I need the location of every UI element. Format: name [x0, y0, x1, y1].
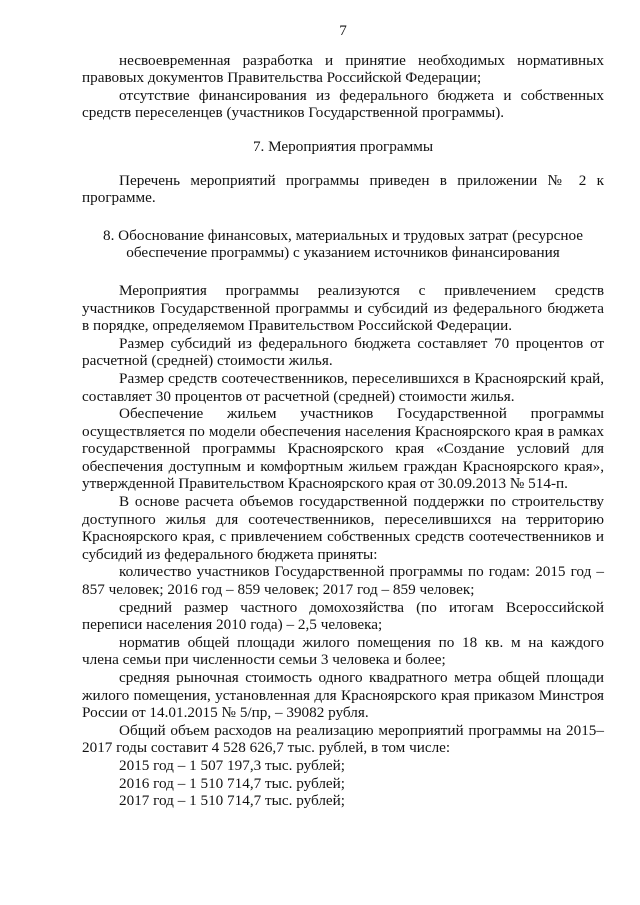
document-body	[82, 52, 604, 810]
list-item-participants: количество участников Государственной программы по годам: 2015 год – 857 человек; 2016 год – 859 человек; 2017 год – 859 человек;	[82, 563, 604, 599]
list-item-area-norm: норматив общей площади жилого помещения по 18 кв. м на каждого члена семьи при численности семьи 3 человека и более;	[82, 633, 604, 669]
list-item-expense-2017: 2017 год – 1 510 714,7 тыс. рублей;	[119, 792, 346, 810]
spacer	[82, 122, 604, 138]
document-page	[82, 22, 604, 810]
paragraph-funding-sources: Мероприятия программы реализуются с привлечением средств участников Государственной программы и субсидий из федерального бюджета в порядке, определяемом Правительством Российской Федерации.	[82, 281, 604, 335]
list-item-expense-2015: 2015 год – 1 507 197,3 тыс. рублей;	[119, 756, 346, 774]
paragraph-calculation-basis: В основе расчета объемов государственной поддержки по строительству доступного жилья для соотечественников, переселившихся на территорию Красноярского края, с привлечением собственных средств соотечественников и субсидий из федерального бюджета приняты:	[82, 493, 604, 563]
spacer	[82, 156, 604, 172]
paragraph-compatriot-share: Размер средств соотечественников, переселившихся в Красноярский край, составляет 30 процентов от расчетной (средней) стоимости жилья.	[82, 369, 604, 405]
paragraph-risk-regulatory: несвоевременная разработка и принятие необходимых нормативных правовых документов Правительства Российской Федерации;	[82, 51, 604, 87]
paragraph-federal-subsidy: Размер субсидий из федерального бюджета составляет 70 процентов от расчетной (средней) стоимости жилья.	[82, 334, 604, 370]
list-item-household-size: средний размер частного домохозяйства (по итогам Всероссийской переписи населения 2010 года) – 2,5 человека;	[82, 598, 604, 634]
paragraph-housing-model: Обеспечение жильем участников Государственной программы осуществляется по модели обеспечения населения Красноярского края в рамках государственной программы Красноярского края «Создание условий для обеспечения доступным и комфортным жильем граждан Красноярского края», утвержденной Правительством Красноярского края от 30.09.2013 № 514-п.	[82, 405, 604, 493]
section-heading-7: 7. Мероприятия программы	[252, 137, 434, 155]
spacer	[82, 262, 604, 282]
paragraph-total-expenses: Общий объем расходов на реализацию мероприятий программы на 2015–2017 годы составит 4 528 626,7 тыс. рублей, в том числе:	[82, 721, 604, 757]
paragraph-risk-financing: отсутствие финансирования из федерального бюджета и собственных средств переселенцев (участников Государственной программы).	[82, 86, 604, 122]
page-number: 7	[339, 22, 347, 39]
section-heading-8: 8. Обоснование финансовых, материальных и трудовых затрат (ресурсное обеспечение программы) с указанием источников финансирования	[102, 226, 584, 262]
list-item-market-price: средняя рыночная стоимость одного квадратного метра общей площади жилого помещения, установленная для Красноярского края приказом Минстроя России от 14.01.2015 № 5/пр, – 39082 рубля.	[82, 669, 604, 722]
spacer	[82, 207, 604, 227]
list-item-expense-2016: 2016 год – 1 510 714,7 тыс. рублей;	[119, 774, 346, 792]
paragraph-measures-list: Перечень мероприятий программы приведен в приложении № 2 к программе.	[82, 171, 604, 207]
